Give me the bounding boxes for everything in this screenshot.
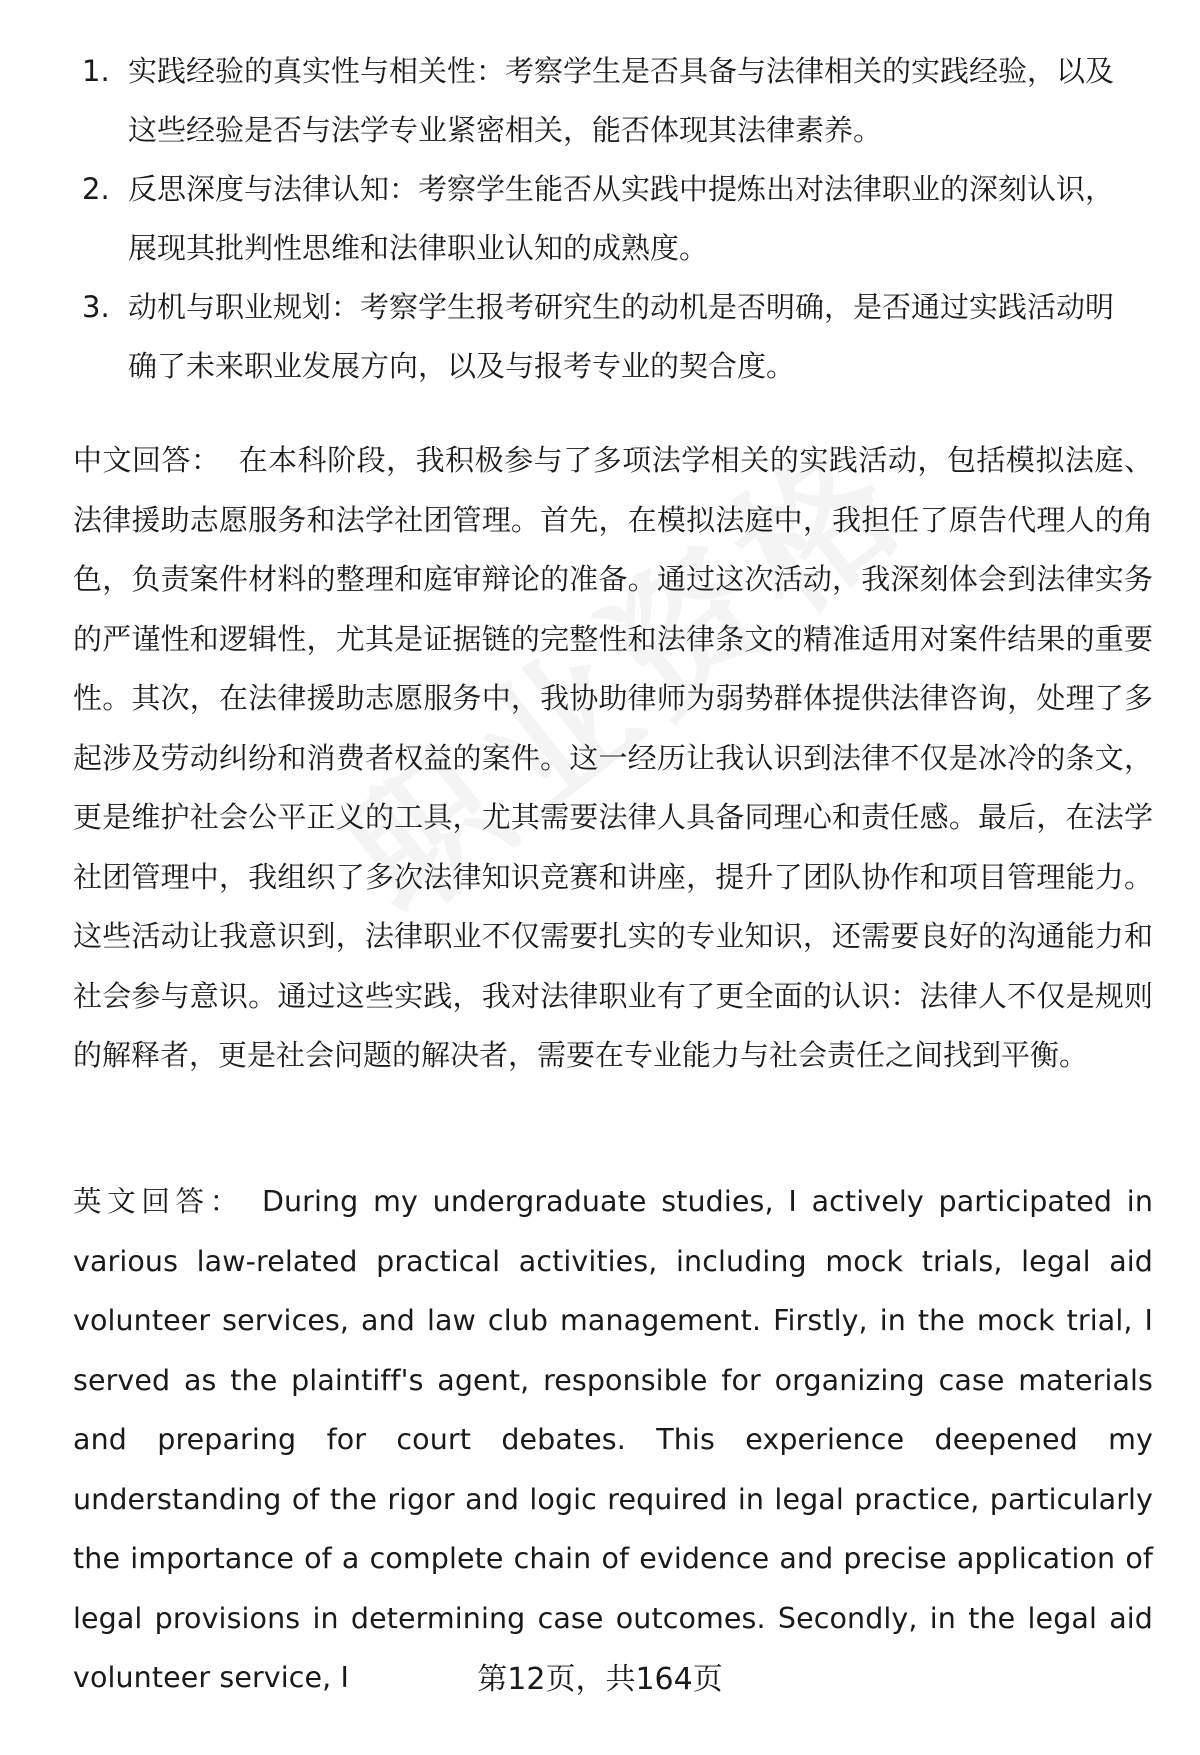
criteria-text: 动机与职业规划：考察学生报考研究生的动机是否明确，是否通过实践活动明确了未来职业发展方向，以及与报考专业的契合度。 — [128, 290, 1115, 383]
chinese-answer-paragraph — [73, 431, 1153, 1086]
english-answer-text: During my undergraduate studies, I actively participated in various law-related practical activities, including mock trials, legal aid volunteer services, and law club management. Firstly, in the mock trial, I served as the plaintiff's agent, responsible for organizing case materials and preparing for court debates. This experience deepened my understanding of the rigor and logic required in legal practice, particularly the importance of a complete chain of evidence and precise application of legal provisions in determining case outcomes. Secondly, in the legal aid volunteer service, I — [73, 1185, 1153, 1694]
criteria-number: 3. — [82, 290, 110, 324]
criteria-text: 实践经验的真实性与相关性：考察学生是否具备与法律相关的实践经验，以及这些经验是否与法学专业紧密相关，能否体现其法律素养。 — [128, 54, 1115, 147]
english-answer-paragraph — [73, 1172, 1153, 1708]
english-answer-label: 英文回答： — [73, 1185, 244, 1218]
evaluation-criteria-list — [82, 42, 1142, 396]
criteria-item — [82, 278, 1142, 396]
page-number-footer: 第12页，共164页 — [477, 1662, 723, 1697]
criteria-text: 反思深度与法律认知：考察学生能否从实践中提炼出对法律职业的深刻认识，展现其批判性思维和法律职业认知的成熟度。 — [128, 172, 1115, 265]
criteria-number: 2. — [82, 172, 110, 206]
criteria-number: 1. — [82, 54, 110, 88]
chinese-answer-label: 中文回答： — [73, 443, 221, 477]
chinese-answer-text: 在本科阶段，我积极参与了多项法学相关的实践活动，包括模拟法庭、法律援助志愿服务和法学社团管理。首先，在模拟法庭中，我担任了原告代理人的角色，负责案件材料的整理和庭审辩论的准备。通过这次活动，我深刻体会到法律实务的严谨性和逻辑性，尤其是证据链的完整性和法律条文的精准适用对案件结果的重要性。其次，在法律援助志愿服务中，我协助律师为弱势群体提供法律咨询，处理了多起涉及劳动纠纷和消费者权益的案件。这一经历让我认识到法律不仅是冰冷的条文，更是维护社会公平正义的工具，尤其需要法律人具备同理心和责任感。最后，在法学社团管理中，我组织了多次法律知识竞赛和讲座，提升了团队协作和项目管理能力。这些活动让我意识到，法律职业不仅需要扎实的专业知识，还需要良好的沟通能力和社会参与意识。通过这些实践，我对法律职业有了更全面的认识：法律人不仅是规则的解释者，更是社会问题的解决者，需要在专业能力与社会责任之间找到平衡。 — [73, 443, 1153, 1072]
criteria-item — [82, 160, 1142, 278]
criteria-item — [82, 42, 1142, 160]
